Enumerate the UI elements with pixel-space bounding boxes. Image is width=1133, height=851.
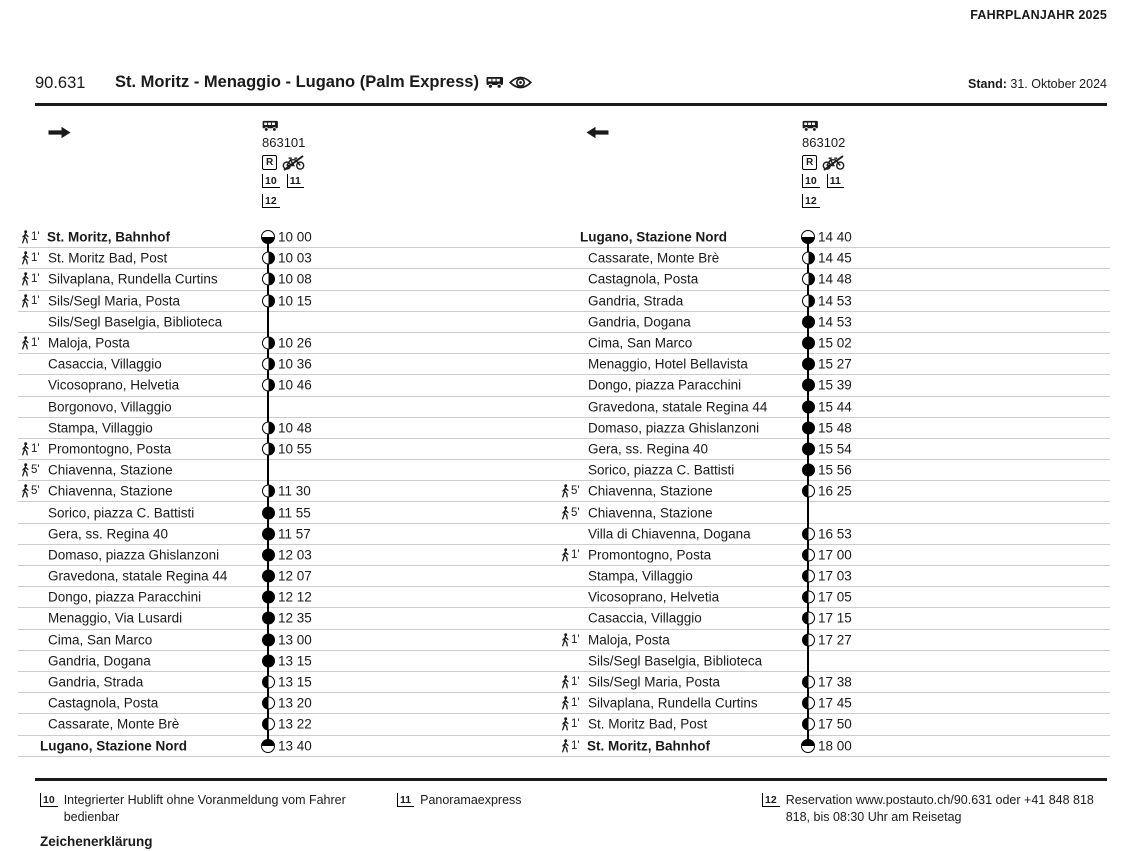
footnote-ref-12: 12 [802, 194, 820, 208]
station-name: Chiavenna, Stazione [588, 483, 713, 499]
footnote-text: Panoramaexpress [420, 793, 522, 807]
stop-symbol-full [262, 633, 275, 646]
stop-symbol-full [802, 442, 815, 455]
station-name: Casaccia, Villaggio [588, 610, 702, 626]
walking-person-icon [20, 294, 30, 308]
station-row [558, 375, 1110, 396]
line-number: 90.631 [35, 74, 86, 92]
station-row [18, 312, 565, 333]
footnote-ref-11: 11 [287, 174, 304, 188]
station-name: Maloja, Posta [588, 632, 670, 648]
footnote-ref-10: 10 [262, 174, 280, 188]
walk-minutes: 5' [571, 485, 580, 498]
bus-icon [486, 76, 504, 89]
station-name: Chiavenna, Stazione [48, 462, 173, 478]
stop-time: 16 53 [818, 526, 852, 542]
station-name: Villa di Chiavenna, Dogana [588, 526, 751, 542]
stop-time: 11 30 [278, 483, 311, 499]
stop-time: 14 40 [818, 229, 852, 245]
station-row [558, 651, 1110, 672]
walk-transfer-marker [560, 633, 580, 647]
arrow-right-icon [48, 126, 71, 144]
stop-symbol-full [262, 591, 275, 604]
footnote-text: Reservation www.postauto.ch/90.631 oder +41 848 818 818, bis 08:30 Uhr am Reisetag [785, 793, 1094, 824]
stand-value: 31. Oktober 2024 [1010, 77, 1107, 91]
station-row [18, 736, 565, 757]
stop-symbol-board [262, 337, 275, 350]
no-bicycle-icon [282, 155, 305, 171]
stop-time: 10 48 [278, 420, 312, 436]
fahrplanjahr-label: FAHRPLANJAHR 2025 [970, 8, 1107, 22]
stop-symbol-board [262, 358, 275, 371]
stop-time: 12 35 [278, 610, 312, 626]
station-row [558, 312, 1110, 333]
station-row [18, 524, 565, 545]
station-row [558, 566, 1110, 587]
station-name: Lugano, Stazione Nord [40, 738, 187, 754]
stop-time: 15 48 [818, 420, 852, 436]
station-row [18, 460, 565, 481]
stop-time: 10 08 [278, 271, 312, 287]
stop-time: 17 03 [818, 568, 852, 584]
stop-symbol-dep [801, 230, 815, 244]
station-row [18, 375, 565, 396]
station-name: Lugano, Stazione Nord [580, 229, 727, 245]
stop-time: 17 05 [818, 589, 852, 605]
footnote-ref-11: 11 [397, 793, 414, 807]
walking-person-icon [20, 272, 30, 286]
station-row [558, 269, 1110, 290]
stop-symbol-alight [802, 570, 815, 583]
station-row [558, 608, 1110, 629]
stop-symbol-full [262, 506, 275, 519]
station-row [558, 672, 1110, 693]
stop-symbol-alight [802, 527, 815, 540]
station-name: Sils/Segl Baselgia, Biblioteca [48, 314, 223, 330]
stop-symbol-alight [802, 612, 815, 625]
stop-symbol-full [262, 570, 275, 583]
stop-time: 16 25 [818, 483, 852, 499]
stop-time: 13 22 [278, 716, 312, 732]
station-name: Domaso, piazza Ghislanzoni [588, 420, 760, 436]
walking-person-icon [560, 717, 570, 731]
station-name: Cassarate, Monte Brè [588, 250, 720, 266]
station-row [558, 439, 1110, 460]
stop-symbol-alight [262, 697, 275, 710]
stop-symbol-full [802, 400, 815, 413]
walk-minutes: 1' [31, 252, 40, 265]
station-name: Sorico, piazza C. Battisti [48, 505, 195, 521]
station-name: Dongo, piazza Paracchini [48, 589, 202, 605]
walking-person-icon [20, 442, 30, 456]
station-row [18, 481, 565, 502]
stop-time: 13 15 [278, 674, 312, 690]
walk-transfer-marker [560, 506, 580, 520]
stop-symbol-alight [802, 485, 815, 498]
stop-symbol-board [802, 273, 815, 286]
station-row [558, 354, 1110, 375]
walk-minutes: 1' [571, 548, 580, 561]
walk-minutes: 1' [571, 676, 580, 689]
stop-symbol-alight [802, 591, 815, 604]
route-line [807, 651, 809, 672]
bus-icon [802, 120, 819, 132]
station-row [18, 502, 565, 523]
station-name: Menaggio, Via Lusardi [48, 610, 183, 626]
station-row [558, 736, 1110, 757]
station-name: Sorico, piazza C. Battisti [588, 462, 735, 478]
walk-transfer-marker [560, 548, 580, 562]
legend-heading-cutoff: Zeichenerklärung [40, 834, 153, 849]
station-row [18, 333, 565, 354]
station-name: Gandria, Strada [588, 293, 684, 309]
station-row [558, 397, 1110, 418]
stop-time: 14 53 [818, 293, 852, 309]
station-row [18, 227, 565, 248]
station-row [18, 566, 565, 587]
station-name: Dongo, piazza Paracchini [588, 377, 742, 393]
stop-time: 10 46 [278, 377, 312, 393]
route-line [267, 460, 269, 481]
title-icons [486, 75, 532, 90]
station-row [558, 460, 1110, 481]
station-row [558, 481, 1110, 502]
walk-transfer-marker [20, 230, 40, 244]
stop-time: 15 44 [818, 399, 852, 415]
stop-time: 10 55 [278, 441, 312, 457]
footnote-10 [40, 792, 370, 826]
station-row [558, 291, 1110, 312]
stop-time: 17 00 [818, 547, 852, 563]
stop-symbol-board [262, 294, 275, 307]
footnote-ref-11: 11 [827, 174, 844, 188]
stop-symbol-arr [261, 739, 275, 753]
station-name: Sils/Segl Maria, Posta [48, 293, 181, 309]
arrow-left-icon [586, 126, 609, 144]
walk-transfer-marker [560, 739, 580, 753]
walking-person-icon [20, 251, 30, 265]
walk-minutes: 1' [31, 337, 40, 350]
walking-person-icon [560, 675, 570, 689]
walking-person-icon [560, 696, 570, 710]
station-name: Vicosoprano, Helvetia [48, 377, 180, 393]
station-name: Vicosoprano, Helvetia [588, 589, 720, 605]
stop-time: 15 56 [818, 462, 852, 478]
trip-number: 863101 [262, 135, 306, 150]
stop-time: 10 36 [278, 356, 312, 372]
station-row [18, 714, 565, 735]
station-name: Promontogno, Posta [588, 547, 712, 563]
walk-transfer-marker [20, 463, 40, 477]
stop-symbol-board [262, 421, 275, 434]
stop-time: 10 15 [278, 293, 312, 309]
walk-minutes: 5' [31, 464, 40, 477]
stand-label: Stand: [968, 77, 1007, 91]
station-name: Stampa, Villaggio [48, 420, 153, 436]
station-name: Casaccia, Villaggio [48, 356, 162, 372]
stop-symbol-board [262, 485, 275, 498]
reservation-icon: R [802, 155, 817, 170]
stop-symbol-board [262, 442, 275, 455]
station-row [558, 693, 1110, 714]
eye-icon [509, 75, 532, 90]
stop-symbol-board [802, 294, 815, 307]
stop-time: 13 20 [278, 695, 312, 711]
page-title: St. Moritz - Menaggio - Lugano (Palm Express) [115, 73, 479, 91]
stop-symbol-board [262, 273, 275, 286]
station-row [18, 439, 565, 460]
stop-time: 17 15 [818, 610, 852, 626]
stop-time: 18 00 [818, 738, 852, 754]
walk-transfer-marker [20, 442, 40, 456]
stand-date [968, 77, 1107, 91]
stop-time: 14 48 [818, 271, 852, 287]
stop-time: 11 57 [278, 526, 311, 542]
station-row [558, 502, 1110, 523]
station-row [18, 269, 565, 290]
walk-minutes: 1' [571, 739, 580, 752]
station-row [18, 291, 565, 312]
stop-time: 15 54 [818, 441, 852, 457]
station-name: Gandria, Dogana [588, 314, 691, 330]
walking-person-icon [20, 230, 30, 244]
walk-minutes: 1' [571, 697, 580, 710]
walking-person-icon [560, 739, 570, 753]
title-row [35, 73, 1107, 97]
walk-minutes: 5' [31, 485, 40, 498]
walking-person-icon [560, 506, 570, 520]
station-name: Promontogno, Posta [48, 441, 172, 457]
stop-time: 14 45 [818, 250, 852, 266]
column-header-return [558, 119, 1110, 219]
station-row [18, 630, 565, 651]
bus-icon [262, 120, 279, 132]
stop-symbol-alight [802, 633, 815, 646]
station-row [558, 333, 1110, 354]
station-row [18, 418, 565, 439]
station-row [18, 354, 565, 375]
header-rule [35, 103, 1107, 106]
stop-symbol-full [262, 548, 275, 561]
stop-symbol-alight [802, 676, 815, 689]
stop-symbol-alight [262, 676, 275, 689]
station-name: Gera, ss. Regina 40 [48, 526, 169, 542]
station-row [558, 545, 1110, 566]
walk-minutes: 5' [571, 506, 580, 519]
stop-symbol-alight [802, 548, 815, 561]
stop-symbol-alight [802, 697, 815, 710]
route-line [807, 502, 809, 523]
stop-time: 17 38 [818, 674, 852, 690]
station-name: Sils/Segl Baselgia, Biblioteca [588, 653, 763, 669]
walk-transfer-marker [20, 484, 40, 498]
stop-time: 14 53 [818, 314, 852, 330]
stop-symbol-full [802, 358, 815, 371]
footnote-ref-10: 10 [802, 174, 820, 188]
stop-time: 13 40 [278, 738, 312, 754]
stop-time: 13 15 [278, 653, 312, 669]
stop-symbol-board [802, 252, 815, 265]
footnote-ref-12: 12 [762, 793, 780, 807]
stop-symbol-arr [801, 739, 815, 753]
stop-symbol-full [802, 337, 815, 350]
station-row [18, 545, 565, 566]
stop-symbol-full [802, 464, 815, 477]
station-name: Cima, San Marco [588, 335, 693, 351]
walk-minutes: 1' [31, 273, 40, 286]
station-row [558, 227, 1110, 248]
stop-time: 17 45 [818, 695, 852, 711]
stop-time: 17 50 [818, 716, 852, 732]
station-name: Castagnola, Posta [588, 271, 699, 287]
station-name: Silvaplana, Rundella Curtins [48, 271, 218, 287]
trip-number: 863102 [802, 135, 846, 150]
stop-symbol-full [262, 612, 275, 625]
walk-transfer-marker [20, 336, 40, 350]
station-row [18, 693, 565, 714]
footnote-12 [762, 792, 1107, 826]
walk-transfer-marker [20, 251, 40, 265]
stop-time: 10 00 [278, 229, 312, 245]
walking-person-icon [560, 548, 570, 562]
reservation-icon: R [262, 155, 277, 170]
stop-time: 15 39 [818, 377, 852, 393]
trip-info-stack [802, 119, 845, 214]
footnote-ref-10: 10 [40, 793, 58, 807]
station-name: Castagnola, Posta [48, 695, 159, 711]
footnote-11 [397, 792, 647, 809]
station-name: St. Moritz, Bahnhof [47, 229, 170, 245]
stop-time: 15 27 [818, 356, 852, 372]
stop-time: 12 03 [278, 547, 312, 563]
station-name: St. Moritz, Bahnhof [587, 738, 710, 754]
station-row [18, 397, 565, 418]
walk-minutes: 1' [31, 294, 40, 307]
stop-time: 15 02 [818, 335, 852, 351]
walking-person-icon [20, 463, 30, 477]
stop-symbol-dep [261, 230, 275, 244]
stop-time: 12 07 [278, 568, 312, 584]
stop-symbol-full [262, 654, 275, 667]
walk-minutes: 1' [31, 442, 40, 455]
station-row [558, 524, 1110, 545]
footnote-text: Integrierter Hublift ohne Voranmeldung vom Fahrer bedienbar [63, 793, 346, 824]
walk-transfer-marker [20, 294, 40, 308]
station-name: Gera, ss. Regina 40 [588, 441, 709, 457]
line-title [115, 73, 532, 92]
station-name: St. Moritz Bad, Post [588, 716, 708, 732]
stop-symbol-full [802, 315, 815, 328]
station-row [558, 587, 1110, 608]
station-name: Maloja, Posta [48, 335, 130, 351]
station-name: St. Moritz Bad, Post [48, 250, 168, 266]
station-row [558, 418, 1110, 439]
walk-minutes: 1' [31, 231, 40, 244]
walk-transfer-marker [20, 272, 40, 286]
station-row [558, 630, 1110, 651]
stop-symbol-full [262, 527, 275, 540]
walk-minutes: 1' [571, 633, 580, 646]
footer-rule [35, 778, 1107, 781]
stop-time: 17 27 [818, 632, 852, 648]
footnote-ref-12: 12 [262, 194, 280, 208]
station-row [18, 651, 565, 672]
stop-symbol-alight [802, 718, 815, 731]
stop-time: 12 12 [278, 589, 312, 605]
station-name: Gravedona, statale Regina 44 [48, 568, 228, 584]
station-row [18, 248, 565, 269]
station-name: Menaggio, Hotel Bellavista [588, 356, 748, 372]
walk-minutes: 1' [571, 718, 580, 731]
station-name: Silvaplana, Rundella Curtins [588, 695, 758, 711]
stop-time: 11 55 [278, 505, 311, 521]
station-name: Cima, San Marco [48, 632, 153, 648]
route-line [267, 312, 269, 333]
station-name: Cassarate, Monte Brè [48, 716, 180, 732]
stop-time: 10 26 [278, 335, 312, 351]
stop-symbol-full [802, 421, 815, 434]
walking-person-icon [560, 633, 570, 647]
stop-symbol-alight [262, 718, 275, 731]
route-line [267, 397, 269, 418]
column-header-outbound [18, 119, 565, 219]
stop-time: 10 03 [278, 250, 312, 266]
station-name: Stampa, Villaggio [588, 568, 693, 584]
walk-transfer-marker [560, 675, 580, 689]
walking-person-icon [20, 484, 30, 498]
walk-transfer-marker [560, 696, 580, 710]
stop-symbol-board [262, 379, 275, 392]
station-row [558, 248, 1110, 269]
station-name: Domaso, piazza Ghislanzoni [48, 547, 220, 563]
station-name: Chiavenna, Stazione [588, 505, 713, 521]
station-table-outbound [18, 227, 565, 757]
walking-person-icon [20, 336, 30, 350]
station-name: Chiavenna, Stazione [48, 483, 173, 499]
trip-info-stack [262, 119, 305, 214]
walking-person-icon [560, 484, 570, 498]
station-name: Gandria, Strada [48, 674, 144, 690]
stop-symbol-board [262, 252, 275, 265]
no-bicycle-icon [822, 155, 845, 171]
stop-time: 13 00 [278, 632, 312, 648]
walk-transfer-marker [560, 717, 580, 731]
stop-symbol-full [802, 379, 815, 392]
station-table-return [558, 227, 1110, 757]
station-name: Borgonovo, Villaggio [48, 399, 172, 415]
station-row [18, 587, 565, 608]
station-name: Gravedona, statale Regina 44 [588, 399, 768, 415]
station-name: Gandria, Dogana [48, 653, 151, 669]
station-name: Sils/Segl Maria, Posta [588, 674, 721, 690]
walk-transfer-marker [560, 484, 580, 498]
station-row [18, 608, 565, 629]
station-row [18, 672, 565, 693]
station-row [558, 714, 1110, 735]
